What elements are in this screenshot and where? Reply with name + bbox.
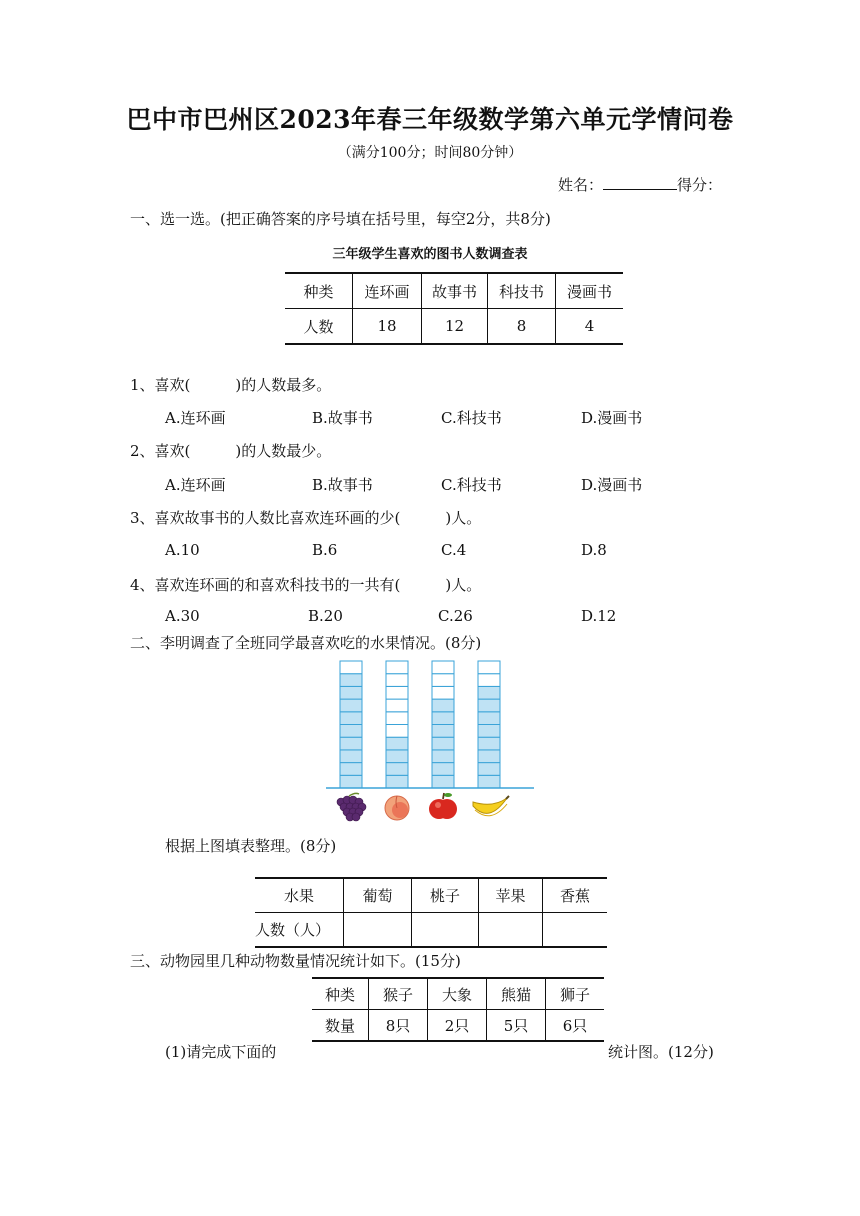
bar-cell — [432, 775, 454, 788]
table-header-cell: 桃子 — [412, 878, 479, 913]
table-cell: 8只 — [369, 1010, 428, 1042]
table-header-cell: 种类 — [312, 978, 369, 1010]
option-c[interactable]: C.4 — [441, 541, 467, 559]
table-row — [312, 978, 604, 1010]
exam-info: （满分100分；时间80分钟） — [337, 145, 523, 161]
table-cell: 4 — [556, 309, 624, 345]
table-header-cell: 猴子 — [369, 978, 428, 1010]
bar-cell — [340, 725, 362, 738]
answer-cell[interactable] — [479, 913, 543, 948]
table-cell: 12 — [422, 309, 488, 345]
table-cell: 6只 — [546, 1010, 605, 1042]
bar-cell — [478, 775, 500, 788]
zoo-animal-table — [312, 977, 604, 1042]
table-header-cell: 葡萄 — [344, 878, 412, 913]
table-row-label: 人数 — [303, 317, 334, 336]
table-row — [285, 273, 623, 309]
bar-cell — [478, 737, 500, 750]
bar-cell — [340, 686, 362, 699]
fruit-bar-chart — [320, 656, 544, 826]
table-header-cell: 香蕉 — [543, 878, 608, 913]
table-header-cell: 种类 — [285, 273, 353, 309]
bar-cell — [386, 712, 408, 725]
question-2: 2、喜欢( )的人数最少。 — [130, 442, 332, 460]
option-c[interactable]: C.26 — [438, 607, 473, 625]
bar-cell — [432, 712, 454, 725]
bar-cell — [478, 750, 500, 763]
bar-cell — [386, 674, 408, 687]
option-c[interactable]: C.科技书 — [441, 409, 502, 427]
option-a[interactable]: A.10 — [165, 541, 200, 559]
q3-1-suffix: 统计图。(12分) — [608, 1043, 714, 1061]
option-a[interactable]: A.连环画 — [165, 409, 226, 427]
score-label: 得分： — [676, 176, 722, 194]
option-a[interactable]: A.30 — [165, 607, 200, 625]
bar-cell — [478, 686, 500, 699]
option-d[interactable]: D.12 — [581, 607, 617, 625]
grapes-icon — [337, 793, 366, 821]
name-score-line — [558, 174, 722, 195]
option-d[interactable]: D.8 — [581, 541, 607, 559]
table-row — [255, 913, 607, 948]
name-blank[interactable] — [603, 175, 677, 190]
table-row-label: 人数（人） — [255, 921, 331, 939]
table-row — [285, 309, 623, 345]
table-header-cell: 科技书 — [488, 273, 556, 309]
table-row — [255, 878, 607, 913]
table-row — [312, 1010, 604, 1042]
table-row-label: 数量 — [324, 1016, 355, 1035]
apple-icon — [429, 793, 457, 819]
bar-cell — [478, 712, 500, 725]
table-cell: 8 — [488, 309, 556, 345]
section1-heading: 一、选一选。(把正确答案的序号填在括号里，每空2分，共8分) — [130, 210, 551, 228]
bar-cell — [386, 686, 408, 699]
option-b[interactable]: B.20 — [308, 607, 343, 625]
bar-cell — [340, 712, 362, 725]
fruit-table — [255, 877, 607, 948]
bar-cell — [340, 674, 362, 687]
question-3: 3、喜欢故事书的人数比喜欢连环画的少( )人。 — [130, 509, 482, 527]
table-header-cell: 大象 — [428, 978, 487, 1010]
table-header-cell: 狮子 — [546, 978, 605, 1010]
table-header-cell: 故事书 — [422, 273, 488, 309]
bar-cell — [432, 763, 454, 776]
bar-cell — [386, 775, 408, 788]
bar-cell — [478, 674, 500, 687]
bar-cell — [432, 750, 454, 763]
section3-heading: 三、动物园里几种动物数量情况统计如下。(15分) — [130, 952, 461, 970]
bar-cell — [340, 763, 362, 776]
name-label: 姓名： — [557, 176, 603, 194]
page-title: 巴中市巴州区2023年春三年级数学第六单元学情问卷 — [126, 105, 734, 134]
bar-cell — [478, 725, 500, 738]
bar-cell — [386, 737, 408, 750]
option-d[interactable]: D.漫画书 — [581, 409, 643, 427]
bar-cell — [432, 699, 454, 712]
answer-cell[interactable] — [344, 913, 412, 948]
bar-cell — [340, 699, 362, 712]
banana-icon — [473, 796, 509, 816]
table1-caption: 三年级学生喜欢的图书人数调查表 — [332, 247, 528, 262]
bar-cell — [340, 750, 362, 763]
table-header-cell: 水果 — [255, 878, 344, 913]
bar-cell — [340, 737, 362, 750]
section2-heading: 二、李明调查了全班同学最喜欢吃的水果情况。(8分) — [130, 634, 482, 652]
bar-cell — [432, 737, 454, 750]
peach-icon — [385, 796, 409, 820]
bar-cell — [478, 661, 500, 674]
option-b[interactable]: B.故事书 — [312, 476, 373, 494]
option-a[interactable]: A.连环画 — [165, 476, 226, 494]
question-1: 1、喜欢( )的人数最多。 — [130, 376, 332, 394]
bar-cell — [432, 674, 454, 687]
bar-cell — [386, 763, 408, 776]
option-b[interactable]: B.6 — [312, 541, 338, 559]
table-header-cell: 连环画 — [353, 273, 422, 309]
q3-1-prefix: (1)请完成下面的 — [165, 1043, 277, 1061]
section2-instruction: 根据上图填表整理。(8分) — [165, 837, 337, 855]
bar-cell — [432, 725, 454, 738]
answer-cell[interactable] — [543, 913, 608, 948]
option-b[interactable]: B.故事书 — [312, 409, 373, 427]
table-header-cell: 漫画书 — [556, 273, 624, 309]
bar-cell — [386, 725, 408, 738]
table-header-cell: 苹果 — [479, 878, 543, 913]
bar-cell — [340, 661, 362, 674]
table-cell: 5只 — [487, 1010, 546, 1042]
option-d[interactable]: D.漫画书 — [581, 476, 643, 494]
bar-cell — [478, 763, 500, 776]
question-4: 4、喜欢连环画的和喜欢科技书的一共有( )人。 — [130, 576, 482, 594]
table-header-cell: 熊猫 — [487, 978, 546, 1010]
bar-cell — [478, 699, 500, 712]
bar-cell — [432, 661, 454, 674]
book-survey-table — [285, 272, 623, 345]
option-c[interactable]: C.科技书 — [441, 476, 502, 494]
bar-cell — [340, 775, 362, 788]
bar-cell — [432, 686, 454, 699]
table-cell: 2只 — [428, 1010, 487, 1042]
bar-cell — [386, 699, 408, 712]
answer-cell[interactable] — [412, 913, 479, 948]
table-cell: 18 — [353, 309, 422, 345]
bar-cell — [386, 750, 408, 763]
bar-cell — [386, 661, 408, 674]
